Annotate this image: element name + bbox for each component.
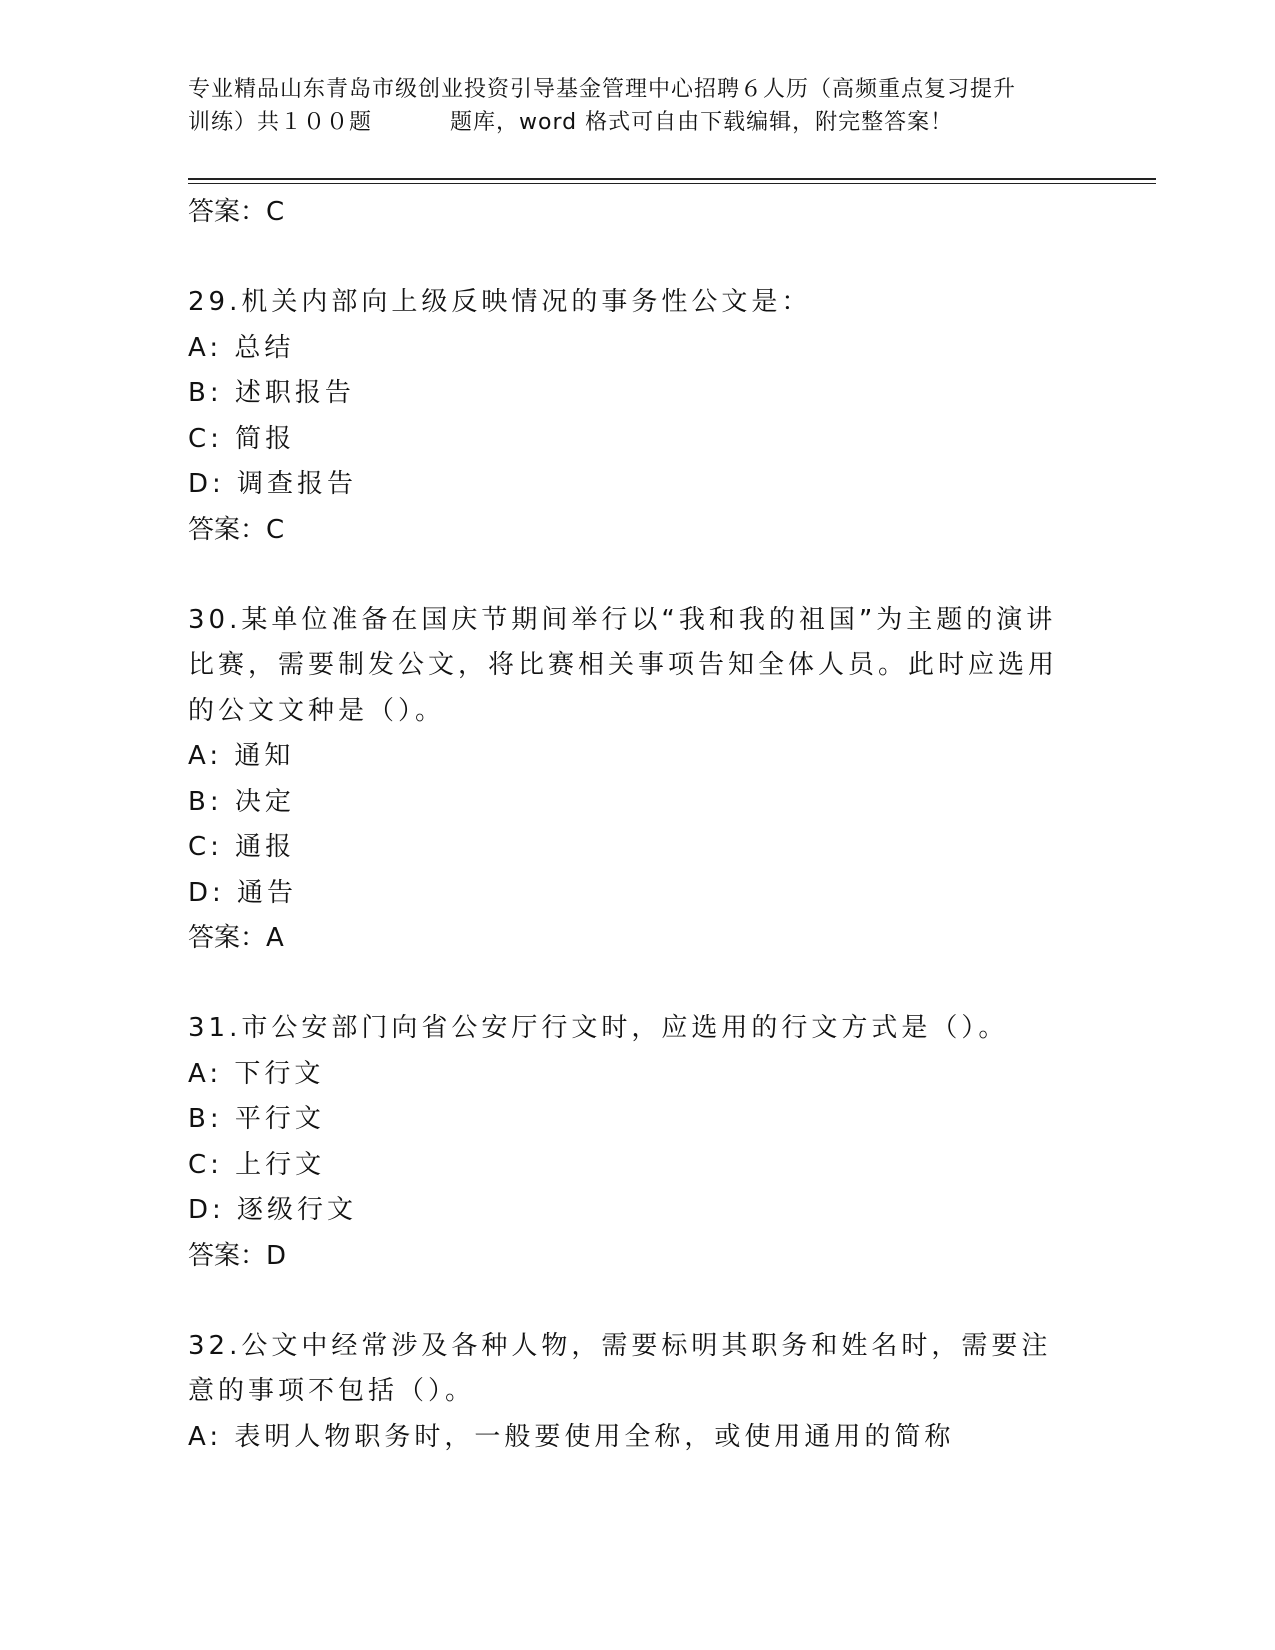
option-d: D: 逐级行文 <box>188 1195 358 1225</box>
question-29 <box>188 280 1088 553</box>
option-b: B: 平行文 <box>188 1104 325 1134</box>
option-a: A: 通知 <box>188 741 295 771</box>
answer: 答案：A <box>188 923 284 953</box>
option-c: C: 上行文 <box>188 1149 326 1180</box>
option-a: A: 总结 <box>188 332 295 363</box>
question-text: 31.市公安部门向省公安厅行文时，应选用的行文方式是（）。 <box>188 1013 1009 1043</box>
option-c: C: 简报 <box>188 423 296 454</box>
document-header <box>188 73 1088 139</box>
header-title-line1: 专业精品山东青岛市级创业投资引导基金管理中心招聘６人历（高频重点复习提升 <box>188 77 1017 102</box>
option-a: A: 下行文 <box>188 1058 325 1089</box>
previous-answer: 答案：C <box>188 197 285 227</box>
option-d: D: 通告 <box>188 877 298 908</box>
question-32 <box>188 1324 1088 1461</box>
answer: 答案：C <box>188 514 285 545</box>
header-title-line2-part1: 训练）共１００题 <box>188 110 373 135</box>
question-30 <box>188 598 1088 962</box>
question-31 <box>188 1006 1088 1279</box>
answer: 答案：D <box>188 1240 287 1271</box>
option-b: B: 述职报告 <box>188 378 355 408</box>
header-title-line2 <box>188 106 1088 139</box>
question-text: 30.某单位准备在国庆节期间举行以“我和我的祖国”为主题的演讲比赛，需要制发公文，将比赛相关事项告知全体人员。此时应选用的公文文种是（）。 <box>188 604 1059 726</box>
question-text: 29.机关内部向上级反映情况的事务性公文是： <box>188 287 812 317</box>
option-b: B: 决定 <box>188 786 295 817</box>
question-list <box>188 190 1088 1460</box>
header-title-line2-part2: 题库，word 格式可自由下载编辑，附完整答案！ <box>450 110 954 135</box>
option-a: A: 表明人物职务时，一般要使用全称，或使用通用的简称 <box>188 1421 955 1452</box>
header-divider-thick <box>188 178 1156 180</box>
option-c: C: 通报 <box>188 832 296 862</box>
question-text: 32.公文中经常涉及各种人物，需要标明其职务和姓名时，需要注意的事项不包括（）。 <box>188 1330 1052 1406</box>
header-divider-thin <box>188 183 1156 184</box>
option-d: D: 调查报告 <box>188 469 358 499</box>
